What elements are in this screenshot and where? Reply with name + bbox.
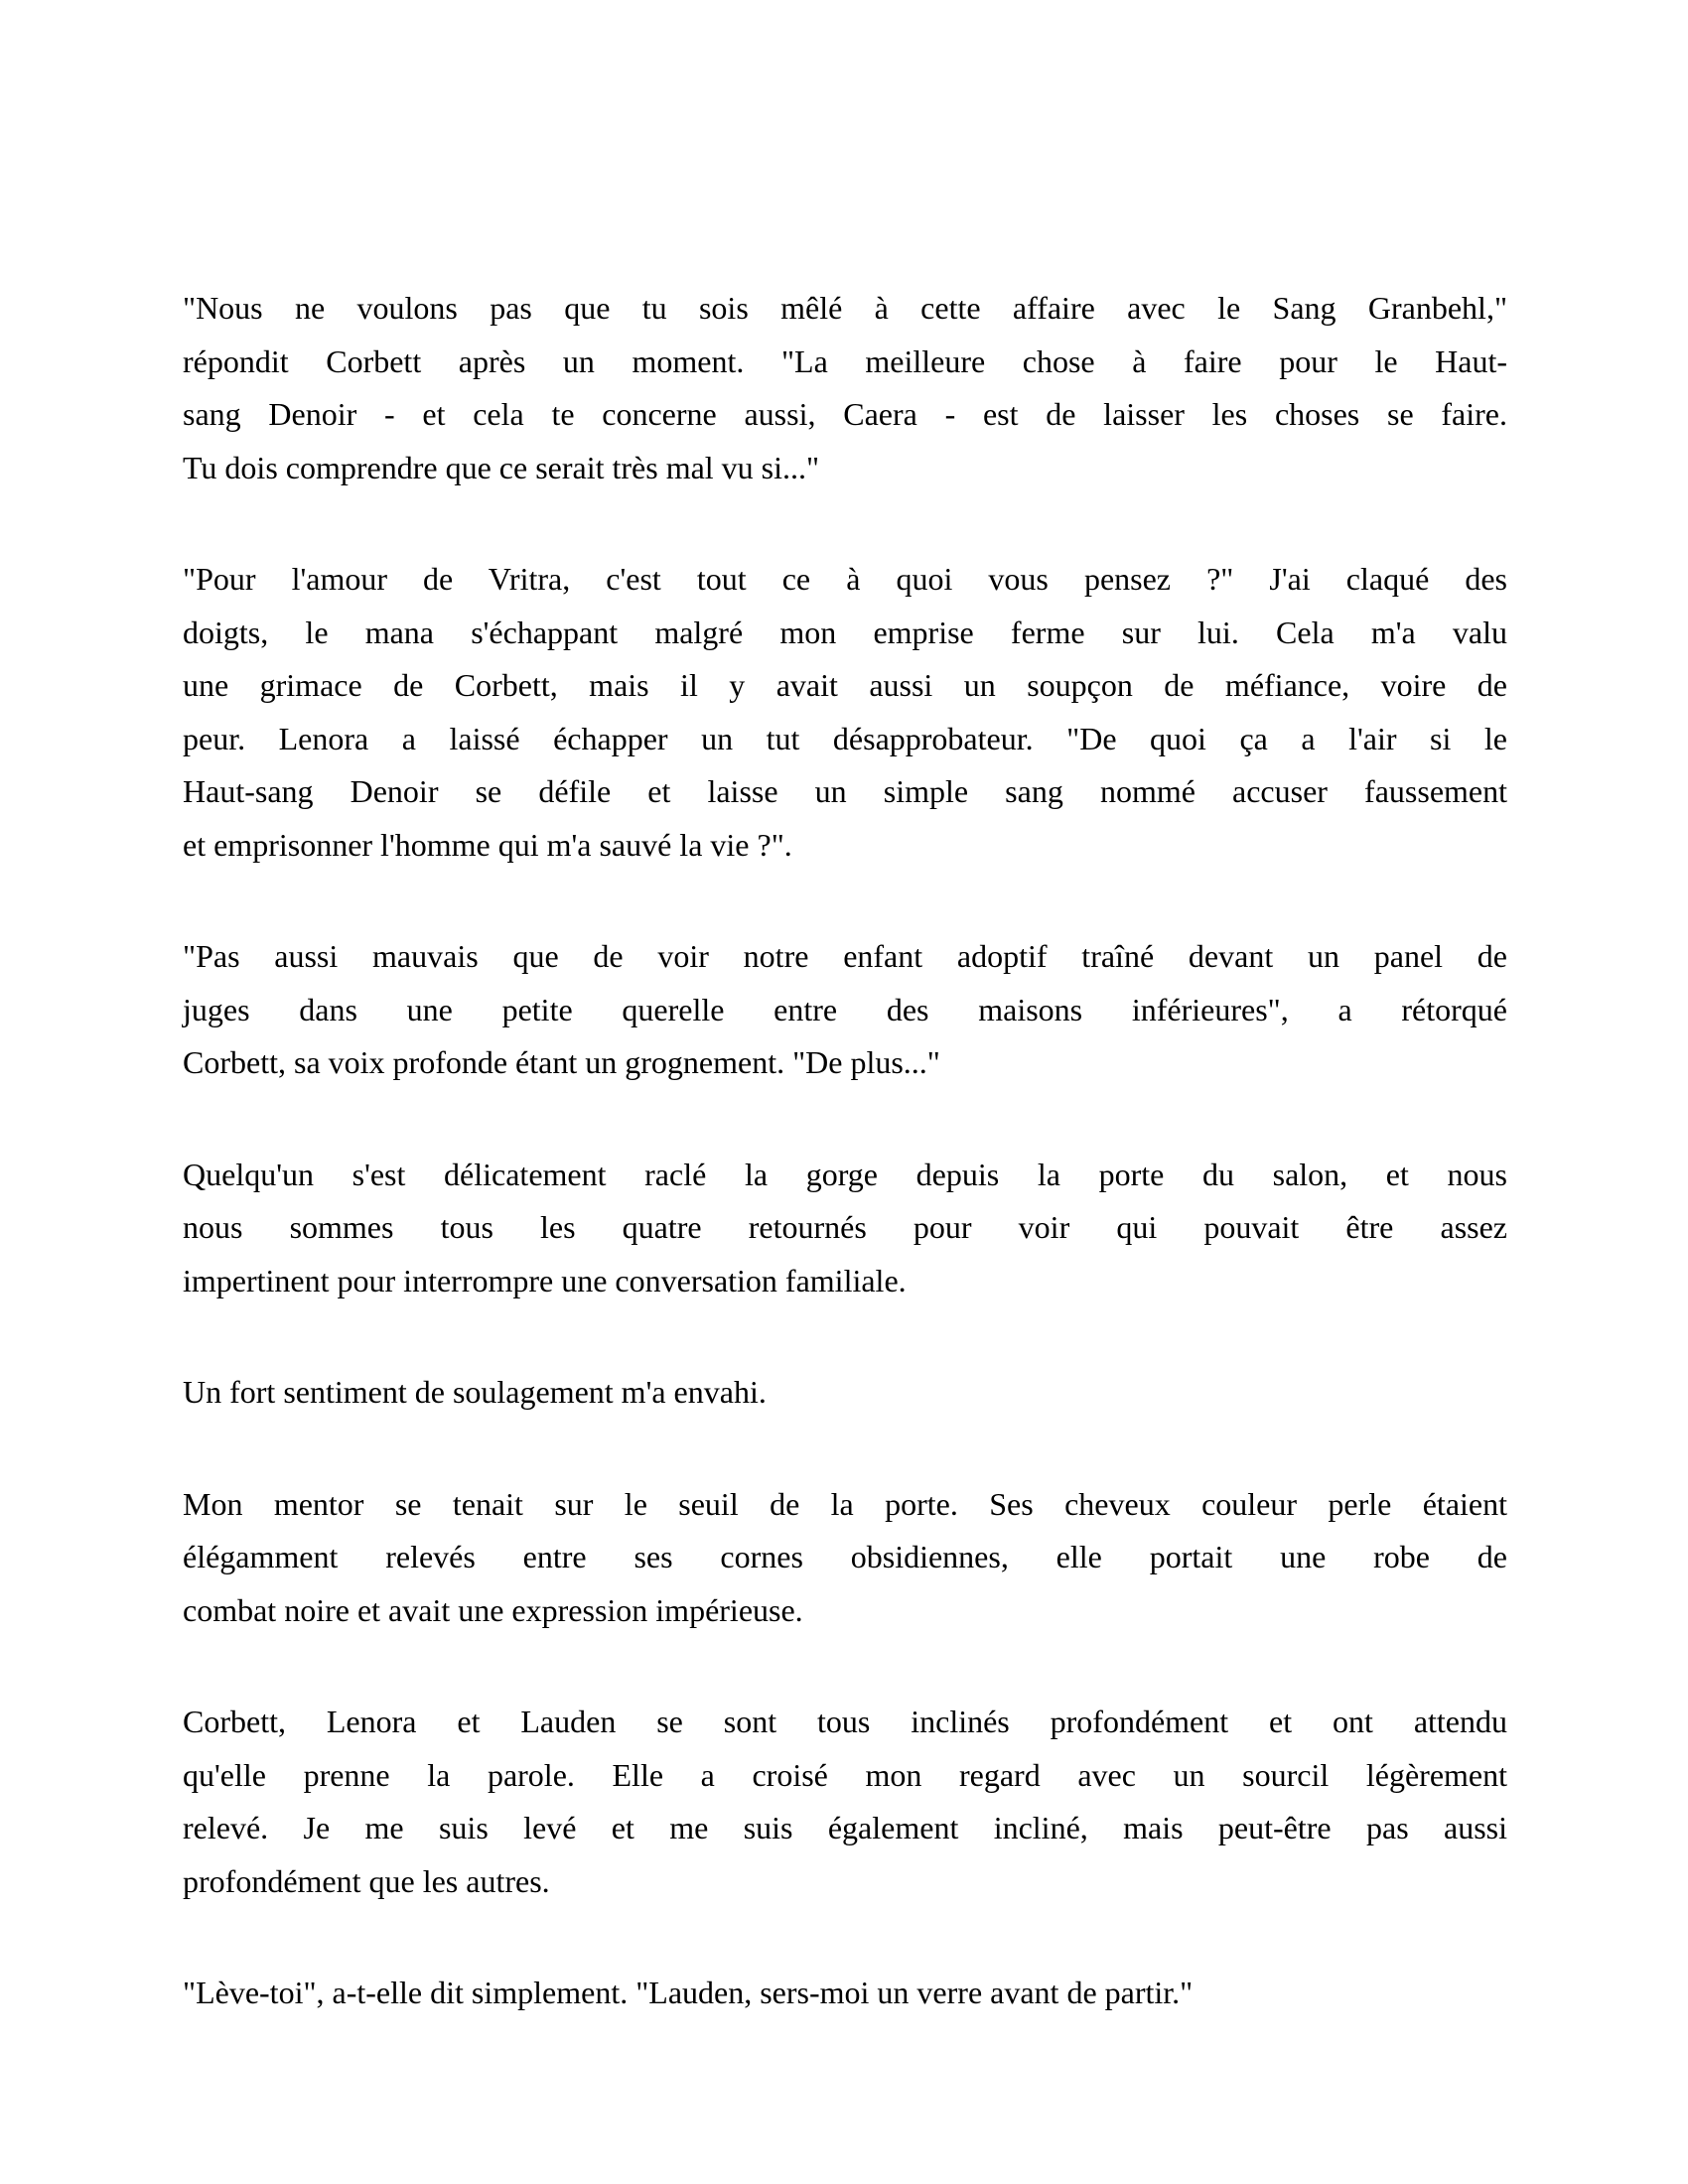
text-line: doigts, le mana s'échappant malgré mon emprise ferme sur lui. Cela m'a valu: [183, 614, 1507, 650]
text-line: élégamment relevés entre ses cornes obsidiennes, elle portait une robe de: [183, 1539, 1507, 1574]
text-line: Tu dois comprendre que ce serait très mal vu si...": [183, 449, 820, 485]
text-line: profondément que les autres.: [183, 1862, 550, 1899]
paragraph: [183, 1149, 1507, 1308]
text-line: et emprisonner l'homme qui m'a sauvé la vie ?".: [183, 826, 792, 863]
text-line: répondit Corbett après un moment. "La meilleure chose à faire pour le Haut-: [183, 342, 1507, 379]
paragraph: [183, 1478, 1507, 1638]
text-line: sang Denoir - et cela te concerne aussi, Caera - est de laisser les choses se faire.: [183, 396, 1507, 432]
paragraph: [183, 282, 1507, 494]
text-line: Mon mentor se tenait sur le seuil de la porte. Ses cheveux couleur perle étaient: [183, 1485, 1507, 1522]
text-line: Un fort sentiment de soulagement m'a envahi.: [183, 1374, 767, 1410]
text-line: combat noire et avait une expression impérieuse.: [183, 1591, 803, 1628]
text-line: Haut-sang Denoir se défile et laisse un simple sang nommé accuser faussement: [183, 773, 1507, 809]
text-line: Quelqu'un s'est délicatement raclé la gorge depuis la porte du salon, et nous: [183, 1156, 1507, 1192]
text-line: une grimace de Corbett, mais il y avait aussi un soupçon de méfiance, voire de: [183, 667, 1507, 703]
text-line: "Pas aussi mauvais que de voir notre enfant adoptif traîné devant un panel de: [183, 938, 1507, 974]
text-block: [183, 282, 1507, 2079]
paragraph: [183, 553, 1507, 872]
text-line: juges dans une petite querelle entre des maisons inférieures", a rétorqué: [183, 991, 1507, 1027]
text-line: "Pour l'amour de Vritra, c'est tout ce à quoi vous pensez ?" J'ai claqué des: [183, 561, 1507, 597]
paragraph: [183, 1696, 1507, 1908]
text-line: qu'elle prenne la parole. Elle a croisé mon regard avec un sourcil légèrement: [183, 1756, 1507, 1793]
text-line: Corbett, sa voix profonde étant un grognement. "De plus...": [183, 1044, 940, 1080]
text-line: impertinent pour interrompre une conversation familiale.: [183, 1262, 907, 1298]
text-line: Corbett, Lenora et Lauden se sont tous inclinés profondément et ont attendu: [183, 1704, 1507, 1739]
text-line: "Nous ne voulons pas que tu sois mêlé à cette affaire avec le Sang Granbehl,": [183, 290, 1507, 326]
text-line: "Lève-toi", a-t-elle dit simplement. "Lauden, sers-moi un verre avant de partir.": [183, 1975, 1194, 2010]
paragraph: [183, 1967, 1507, 2020]
paragraph: [183, 1366, 1507, 1420]
text-line: nous sommes tous les quatre retournés pour voir qui pouvait être assez: [183, 1209, 1507, 1245]
text-line: peur. Lenora a laissé échapper un tut désapprobateur. "De quoi ça a l'air si le: [183, 720, 1507, 756]
text-line: relevé. Je me suis levé et me suis également incliné, mais peut-être pas aussi: [183, 1810, 1507, 1845]
paragraph: [183, 930, 1507, 1090]
